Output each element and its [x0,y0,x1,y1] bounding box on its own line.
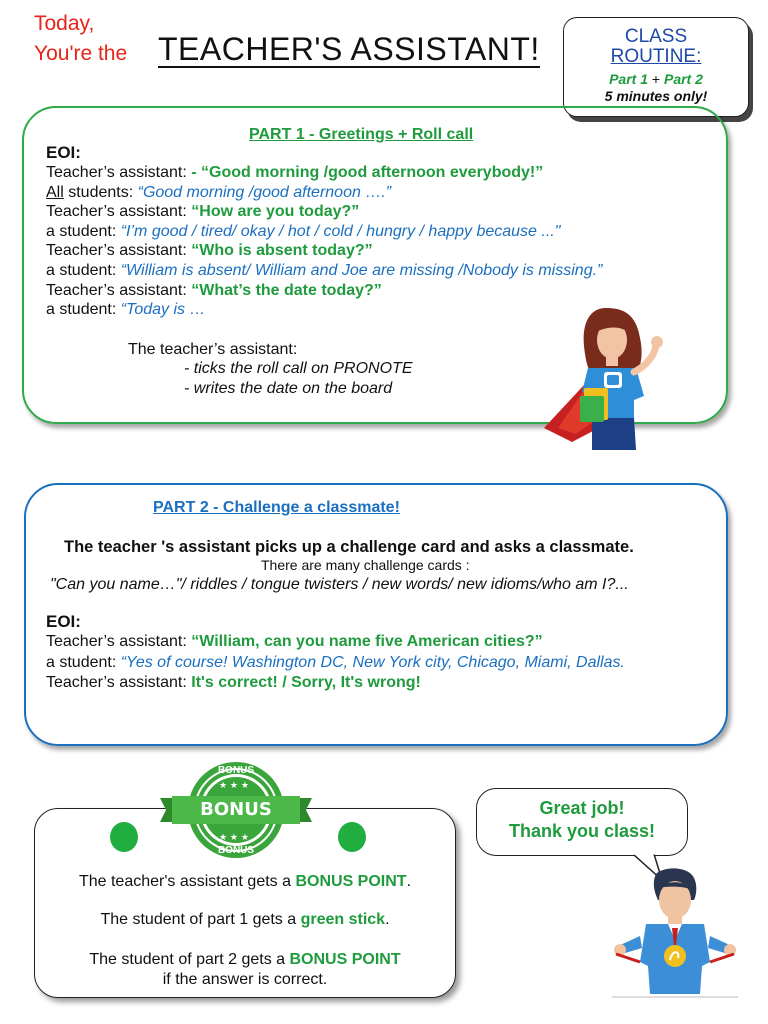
part2-line [46,673,421,692]
page-title: TEACHER'S ASSISTANT! [158,31,540,67]
part1-line [46,163,543,182]
speaker: Teacher’s assistant: [46,282,192,299]
part1-line [46,241,373,260]
part1-line [46,261,602,280]
speaker: a student: [46,262,121,279]
routine-line1: CLASS [624,26,688,47]
part2-cards: "Can you name…"/ riddles / tongue twisters / new words/ new idioms/who am I?... [50,576,629,593]
part1-eoi: EOI: [46,143,81,162]
superhero-girl-illustration [536,300,692,452]
rule-text: . [385,911,390,928]
speaker: Teacher’s assistant: [46,674,192,691]
part2-eoi: EOI: [46,612,81,631]
part2-panel [24,483,728,746]
green-dot-left [110,822,138,852]
header-youre: You're the [34,42,128,65]
quote: “Who is absent today?” [191,242,373,259]
bonus-rule-1 [34,872,456,891]
part2-line [46,653,625,672]
duty-title: The teacher’s assistant: [128,341,298,358]
bonus-badge [152,758,320,862]
class-routine-box [563,17,749,117]
rule-highlight: BONUS POINT [289,951,401,968]
routine-part1: Part 1 [609,71,649,87]
part1-line [46,281,382,300]
bonus-rule-3 [34,950,456,969]
separator: - [186,164,202,181]
rule-text: . [406,873,412,890]
routine-parts [564,71,748,87]
part2-intro: The teacher 's assistant picks up a challenge card and asks a classmate. [64,538,634,556]
speaker: Teacher’s assistant: [46,164,187,181]
badge-bottom: BONUS [217,845,255,856]
rule-text: The student of part 1 gets a [100,911,301,928]
quote: “Today is … [120,301,206,318]
speaker: a student: [46,654,121,671]
bubble-line1: Great job! [539,798,625,818]
badge-top: BONUS [217,765,255,776]
quote: “I’m good / tired/ okay / hot / cold / hungry / happy because ..." [120,223,561,240]
part1-line [46,300,206,319]
quote: “William, can you name five American cities?” [191,633,543,650]
quote: “Yes of course! Washington DC, New York city, Chicago, Miami, Dallas. [120,654,625,671]
svg-text:★ ★ ★: ★ ★ ★ [219,833,249,843]
rule-highlight: BONUS POINT [295,873,407,890]
speaker: a student: [46,301,121,318]
part1-line [46,202,359,221]
speaker: Teacher’s assistant: [46,203,192,220]
rule-text: The student of part 2 gets a [89,951,290,968]
svg-text:★ ★ ★: ★ ★ ★ [219,781,249,791]
green-dot-right [338,822,366,852]
speaker-all: All [46,184,64,201]
rule-text: The teacher's assistant gets a [78,873,296,890]
quote: “William is absent/ William and Joe are missing /Nobody is missing.” [120,262,603,279]
routine-part2: Part 2 [663,71,703,87]
part1-line [46,222,560,241]
quote: It's correct! / Sorry, It's wrong! [191,674,421,691]
bubble-line2: Thank you class! [508,821,656,841]
bonus-rule-4: if the answer is correct. [162,971,328,988]
rule-highlight: green stick [300,911,386,928]
quote: “Good morning /good afternoon everybody!” [201,164,544,181]
part1-line [46,183,391,202]
duty-item: - ticks the roll call on PRONOTE [184,360,413,377]
header-today: Today, [34,12,95,35]
part1-heading: PART 1 - Greetings + Roll call [249,126,474,143]
part2-many: There are many challenge cards : [261,557,470,573]
duty-item: - writes the date on the board [184,380,393,397]
quote: “Good morning /good afternoon ….” [137,184,392,201]
speaker: a student: [46,223,121,240]
superhero-boy-illustration [612,866,738,1000]
badge-word: BONUS [200,799,272,820]
part2-heading: PART 2 - Challenge a classmate! [153,499,400,516]
speaker: Teacher’s assistant: [46,242,192,259]
speaker: students: [63,184,138,201]
routine-plus: + [648,71,664,87]
routine-time: 5 minutes only! [604,88,708,104]
part2-line [46,632,543,651]
speech-bubble [476,788,688,856]
speaker: Teacher’s assistant: [46,633,192,650]
routine-line2: ROUTINE: [610,46,702,67]
quote: “What’s the date today?” [191,282,382,299]
bonus-rule-2 [34,910,456,929]
quote: “How are you today?” [191,203,360,220]
